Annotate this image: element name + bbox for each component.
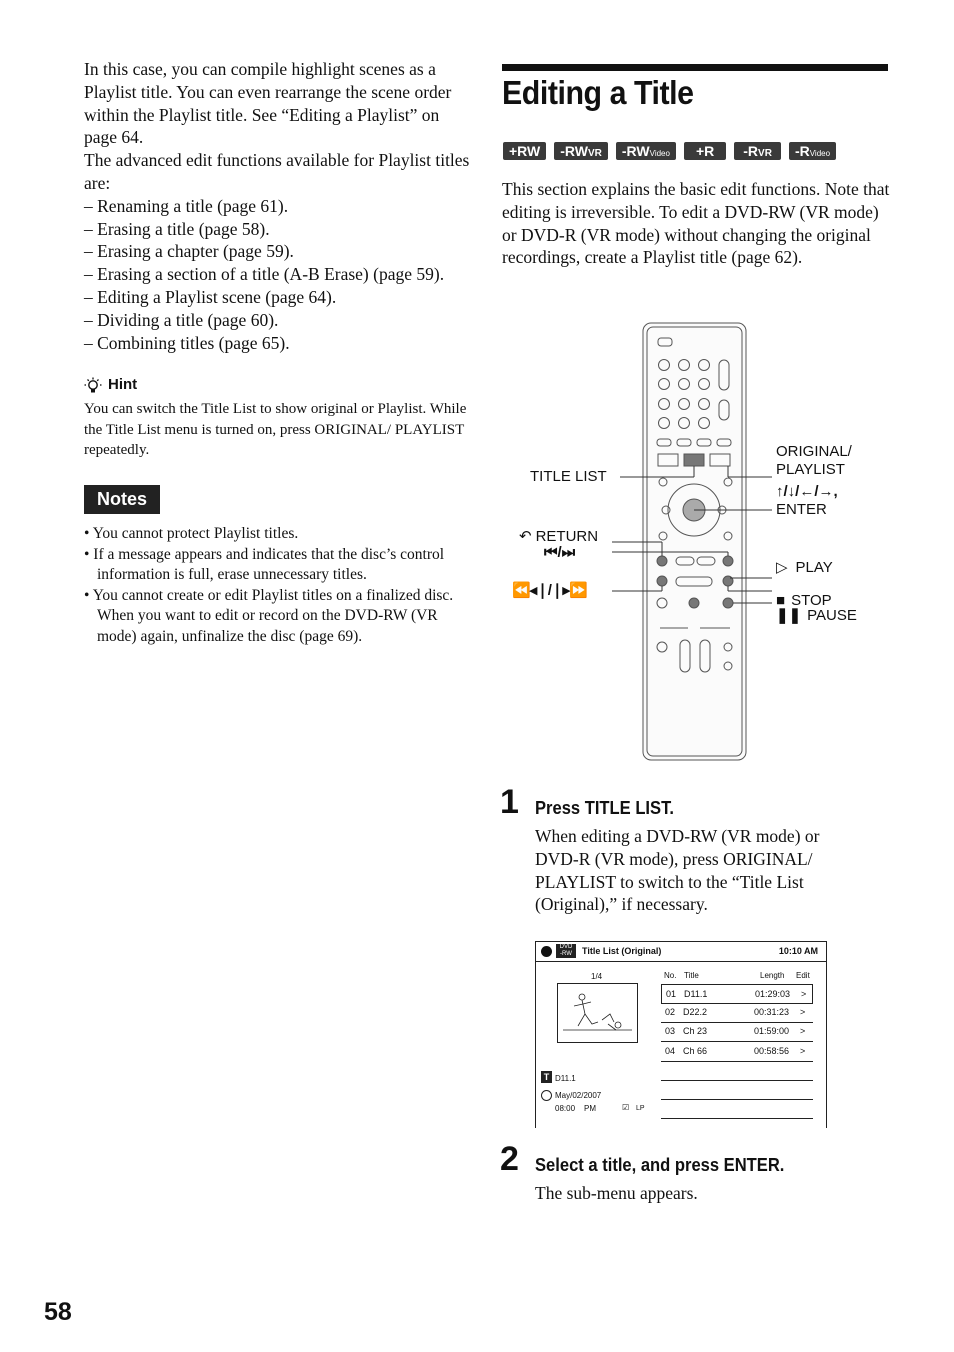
table-row[interactable]: 02 D22.2 00:31:23 > [661,1004,813,1023]
note-item: • If a message appears and indicates that the disc’s control information is full, erase unnecessary titles. [84,545,445,584]
function-list [84,195,474,355]
lightbulb-icon [84,377,102,395]
dvd-rw-icon: DVD -RW [556,944,576,958]
empty-row [661,1099,813,1100]
label-pause: ❚❚ PAUSE [776,607,857,624]
step-number: 1 [500,783,519,821]
list-item: – Erasing a title (page 58). [84,218,270,239]
label-arrow-keys: ↑/↓/←/→, [776,483,838,500]
soccer-player-thumbnail [558,984,637,1042]
list-item: – Editing a Playlist scene (page 64). [84,286,337,307]
disc-badge-plus-r: +R [684,142,726,160]
stop-icon: ■ [776,592,786,609]
functions-intro: The advanced edit functions available for Playlist titles are: [84,150,470,193]
record-date: May/02/2007 [555,1091,602,1100]
label-scan-slow: ⏪◂❘/❘▸⏩ [512,582,587,599]
record-time: 08:00 [555,1104,576,1113]
disc-badge-r-vr: -RVR [734,142,781,160]
hint-label: Hint [108,376,138,394]
selected-title-name: D11.1 [555,1074,576,1083]
label-prev-next: ⏮/⏭ [544,544,576,561]
label-play: ▷ PLAY [776,559,833,576]
empty-row [661,1118,813,1119]
left-column [84,58,474,647]
note-item: • You cannot create or edit Playlist titles on a finalized disc. When you want to edit or record on the DVD-RW (VR mode) again, unfinalize the disc (page 69). [84,586,454,645]
disc-badge-plus-rw: +RW [503,142,546,160]
step-body: The sub-menu appears. [535,1183,698,1203]
clock-icon [541,1090,552,1101]
empty-row [661,1080,813,1081]
title-list-screen: DVD -RW Title List (Original) 10:10 AM 1/4 No. Title Length Edit 01 D11.1 01:29:03 > 02 D22.2 00:31:23 > 03 Ch 23 01:59:00 > 04 Ch 66 00:58:56 > T D11.1 May/02/2007 08:00 PM ☑ LP [535,941,827,1128]
note-item: • You cannot protect Playlist titles. [84,525,299,543]
hint-heading [84,374,474,397]
label-stop: ■ STOP [776,592,832,609]
notes-list [84,524,474,647]
table-row-selected[interactable]: 01 D11.1 01:29:03 > [661,984,813,1004]
disc-type-badges [503,142,836,160]
return-icon: ↶ [519,528,532,545]
clock: 10:10 AM [778,946,818,956]
intro-paragraph: In this case, you can compile highlight scenes as a Playlist title. You can even rearrange the scene order within the Playlist title. See “Editing a Playlist” on page 64. [84,59,452,148]
label-return: ↶ RETURN [519,528,599,545]
page-indicator: 1/4 [591,972,603,981]
record-ampm: PM [584,1104,596,1113]
disc-badge-rw-video: -RWVideo [616,142,676,160]
list-item: – Renaming a title (page 61). [84,195,289,216]
disc-badge-rw-vr: -RWVR [554,142,608,160]
play-icon: ▷ [776,559,788,576]
list-item: – Dividing a title (page 60). [84,309,279,330]
list-item: – Erasing a section of a title (A-B Erase) (page 59). [84,264,445,285]
notes-label: Notes [84,485,160,515]
disc-badge-r-video: -RVideo [789,142,836,160]
screen-header [536,942,826,962]
list-item: – Combining titles (page 65). [84,332,290,353]
list-item: – Erasing a chapter (page 59). [84,241,294,262]
title-rule [502,64,888,71]
pause-icon: ❚❚ [776,607,802,624]
thumbnail [557,983,638,1043]
page-title: Editing a Title [502,74,694,111]
label-enter: ENTER [776,501,827,518]
step-heading: Press TITLE LIST. [535,798,674,818]
label-original-playlist: ORIGINAL/ PLAYLIST [776,443,852,478]
table-row[interactable]: 03 Ch 23 01:59:00 > [661,1023,813,1042]
hint-text: You can switch the Title List to show original or Playlist. While the Title List menu is turned on, press ORIGINAL/ PLAYLIST repeatedly. [84,401,467,459]
title-icon: T [541,1071,552,1083]
table-row[interactable]: 04 Ch 66 00:58:56 > [661,1043,813,1062]
protect-check-icon: ☑ [622,1103,630,1112]
section-intro: This section explains the basic edit functions. Note that editing is irreversible. To edit a DVD-RW (VR mode) or DVD-R (VR mode) without changing the original recordings, create a Playlist title (page 62). [502,179,890,268]
disc-icon [541,946,552,957]
screen-title: Title List (Original) [582,946,662,956]
step-number: 2 [500,1140,519,1178]
step-body: When editing a DVD-RW (VR mode) or DVD-R (VR mode), press ORIGINAL/ PLAYLIST to switch to the “Title List (Original),” if necessary. [535,826,820,915]
record-mode: LP [636,1105,645,1112]
step-heading: Select a title, and press ENTER. [535,1155,785,1175]
label-title-list: TITLE LIST [530,468,607,485]
page-number: 58 [44,1298,72,1326]
